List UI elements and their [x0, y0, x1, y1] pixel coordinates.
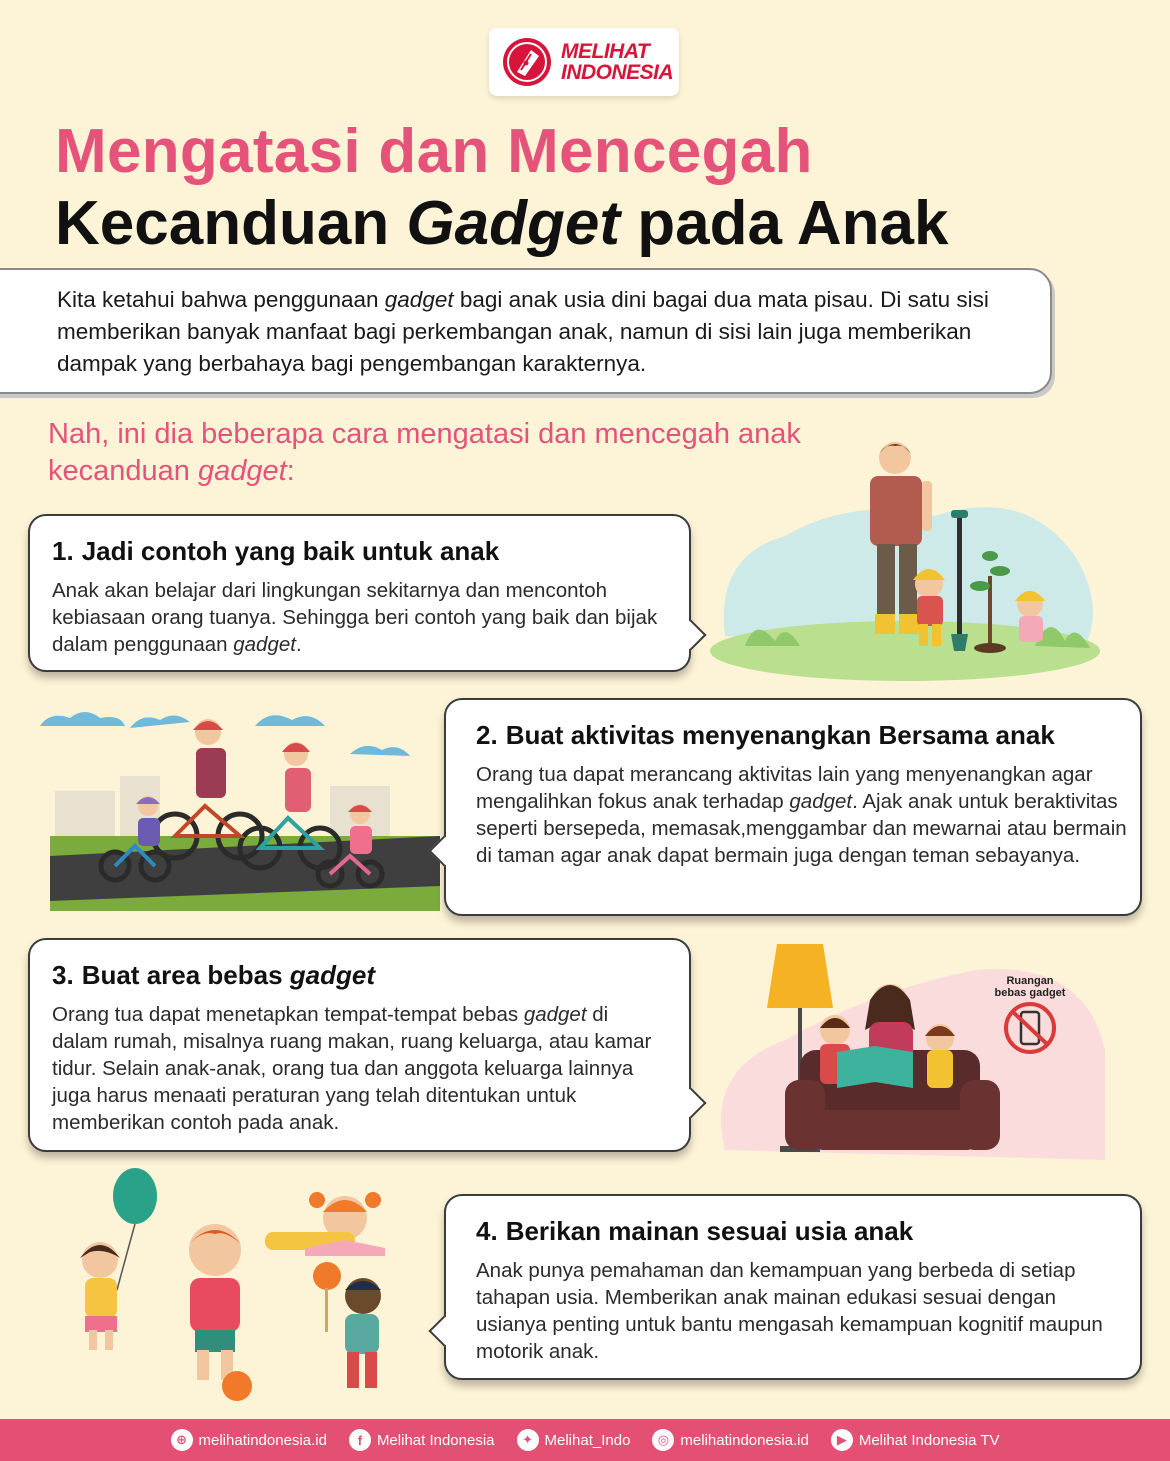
tip-card-3: [28, 938, 691, 1152]
tip-card-1: [28, 514, 691, 672]
footer-twitter[interactable]: [517, 1429, 631, 1451]
kids-playing-illustration: [45, 1160, 405, 1405]
tip-1-text-2: .: [295, 633, 302, 656]
sign-line2: bebas gadget: [994, 987, 1066, 999]
youtube-icon: ▶: [831, 1429, 853, 1451]
instagram-icon: ◎: [652, 1429, 674, 1451]
family-reading-illustration: [705, 930, 1110, 1170]
gardening-family-illustration: [705, 436, 1105, 686]
tip-3-title-pre: Buat area bebas: [81, 960, 290, 990]
tip-3-italic: gadget: [523, 1003, 587, 1026]
brand-logo: [489, 28, 679, 96]
tip-1-text-1: Anak akan belajar dari lingkungan sekitarnya dan mencontoh kebiasaan orang tuanya. Sehingga beri contoh yang baik dan bijak dalam penggunaan: [52, 579, 658, 656]
tip-3-heading: [52, 960, 667, 991]
tip-1-text: [52, 577, 667, 658]
speech-tail: [675, 1087, 706, 1118]
footer-instagram[interactable]: [652, 1429, 808, 1451]
facebook-icon: f: [349, 1429, 371, 1451]
footer-facebook-label: Melihat Indonesia: [376, 1431, 495, 1449]
lead-italic: gadget: [197, 455, 287, 487]
intro-italic: gadget: [384, 287, 454, 312]
tip-2-italic: gadget: [789, 790, 853, 813]
tip-3-text: [52, 1001, 667, 1136]
tip-2-text: [476, 761, 1130, 869]
footer-instagram-label: melihatindonesia.id: [680, 1431, 809, 1449]
title-line2-pre: Kecanduan: [55, 189, 407, 258]
footer-website[interactable]: [171, 1429, 327, 1451]
tip-2-number: 2.: [476, 720, 498, 750]
footer-website-label: melihatindonesia.id: [198, 1431, 327, 1449]
tip-3-title-italic: gadget: [289, 960, 376, 990]
speech-tail: [675, 619, 706, 650]
tip-2-title: Buat aktivitas menyenangkan Bersama anak: [505, 720, 1055, 750]
footer-twitter-label: Melihat_Indo: [544, 1431, 631, 1449]
tip-3-number: 3.: [52, 960, 74, 990]
intro-text-2: bagi anak usia dini bagai dua mata pisau. Di satu sisi memberikan banyak manfaat bagi perkembangan anak, namun di sisi lain juga memberikan dampak yang berbahaya bagi pengembangan karakternya.: [57, 287, 989, 376]
tip-4-text: Anak punya pemahaman dan kemampuan yang berbeda di setiap tahapan usia. Memberikan anak mainan edukasi sesuai dengan usianya penting untuk bantu mengasah kemampuan kognitif maupun motorik anak.: [476, 1259, 1103, 1363]
tip-1-italic: gadget: [233, 633, 296, 656]
tip-card-4: [444, 1194, 1142, 1380]
tip-3-text-2: di dalam rumah, misalnya ruang makan, ruang keluarga, atau kamar tidur. Selain anak-anak, orang tua dan anggota keluarga lainnya juga harus menaati peraturan yang telah ditentukan untuk memberikan contoh pada anak.: [52, 1003, 652, 1134]
tip-1-number: 1.: [52, 536, 74, 566]
tip-4-heading: [476, 1216, 1130, 1247]
title-line1: Mengatasi dan Mencegah: [55, 117, 813, 186]
logo-line1: MELIHAT: [561, 40, 650, 63]
sign-line1: Ruangan: [1006, 975, 1054, 987]
logo-line2: INDONESIA: [561, 61, 674, 84]
tip-3-text-1: Orang tua dapat menetapkan tempat-tempat bebas: [52, 1003, 524, 1026]
tip-2-heading: [476, 720, 1130, 751]
lead-text-1: Nah, ini dia beberapa cara mengatasi dan mencegah anak kecanduan: [48, 418, 801, 487]
title-line2-post: pada Anak: [620, 189, 949, 258]
globe-icon: ⊕: [171, 1429, 193, 1451]
tip-2-text-1: Orang tua dapat merancang aktivitas lain yang menyenangkan agar mengalihkan fokus anak terhadap: [476, 763, 1093, 813]
cycling-family-illustration: [30, 706, 440, 916]
lead-text-2: :: [286, 455, 295, 487]
intro-box: [0, 268, 1052, 394]
tip-2-text-2: . Ajak anak untuk beraktivitas seperti bersepeda, memasak,menggambar dan mewarnai atau bermain di taman agar anak dapat bermain juga dengan teman sebayanya.: [476, 790, 1127, 867]
footer-facebook[interactable]: [349, 1429, 495, 1451]
twitter-icon: ✦: [517, 1429, 539, 1451]
title-line2-italic: Gadget: [406, 189, 621, 258]
tip-1-heading: [52, 536, 667, 567]
footer-youtube-label: Melihat Indonesia TV: [858, 1431, 1000, 1449]
footer-bar: [0, 1419, 1170, 1461]
title-line2: [55, 188, 948, 259]
tip-1-title: Jadi contoh yang baik untuk anak: [81, 536, 500, 566]
tip-4-title: Berikan mainan sesuai usia anak: [505, 1216, 914, 1246]
speech-tail: [428, 1315, 459, 1346]
tip-card-2: [444, 698, 1142, 916]
intro-text-1: Kita ketahui bahwa penggunaan: [57, 287, 385, 312]
footer-youtube[interactable]: [831, 1429, 1000, 1451]
pen-nib-logo-icon: [501, 36, 553, 88]
tip-4-number: 4.: [476, 1216, 498, 1246]
